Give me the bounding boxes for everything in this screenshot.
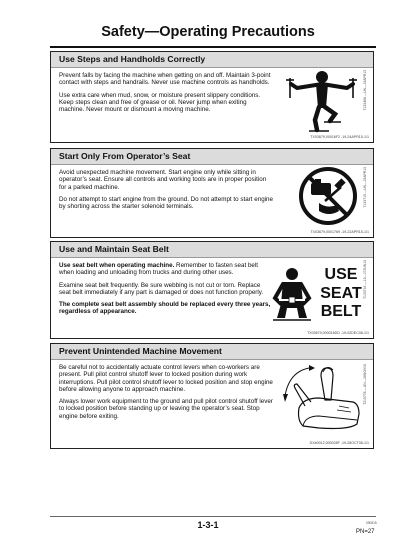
sign-word: SEAT — [320, 284, 362, 302]
section-body — [59, 364, 273, 425]
page-number: 1-3-1 — [197, 520, 219, 530]
section-body — [59, 169, 273, 215]
ref-code: TX03679,0001769 -19-22APR15-1/1 — [310, 230, 369, 234]
sign-word: USE — [324, 266, 358, 283]
ref-code: DX#0012,000028F -19-28OCT08-1/1 — [309, 441, 369, 445]
side-code: T133468 —UN—15APR13 — [363, 70, 367, 111]
paragraph: Use extra care when mud, snow, or moisture present slippery conditions. Keep steps clean and free of grease or oil. Never jump when exiting machine. Never mount or dismount a moving machine. — [59, 91, 261, 114]
seated-operator-belt-icon — [269, 266, 315, 324]
pn-label: PN=27 — [356, 529, 375, 535]
section-start-from-seat — [50, 148, 374, 238]
footer-code: 090815 — [366, 521, 377, 525]
paragraph: Avoid unexpected machine movement. Start engine only while sitting in operator’s seat. Ensure all controls and working tools are in proper position for a parked machine. — [59, 169, 267, 191]
ref-code: TX03679,000016DD -19-02DEC08-1/1 — [307, 331, 369, 335]
ref-code: TX03679,00016F2 -19-24APR15-1/1 — [310, 135, 369, 139]
section-header: Prevent Unintended Machine Movement — [51, 344, 373, 360]
no-ground-start-icon — [297, 165, 359, 227]
footer-rule — [50, 516, 376, 517]
paragraph: Be careful not to accidentally actuate control levers when co-workers are present. Pull pilot control shutoff lever to locked position during work interruptions. Pull pilot control shutoff lever to locked position and stop engine before allowing anyone to approach machine. — [59, 364, 273, 393]
section-header: Use Steps and Handholds Correctly — [51, 52, 373, 68]
pilot-shutoff-lever-icon — [279, 362, 363, 436]
section-body — [59, 72, 273, 118]
title-rule — [50, 46, 376, 48]
text: Remember to fasten seat belt when loading and unloading from trucks and during other uses. — [59, 262, 259, 277]
side-code: T133715 —UN—15APR13 — [363, 167, 367, 208]
section-steps-handholds — [50, 51, 374, 143]
side-code: T133716 —19—07JUN13 — [363, 260, 367, 300]
sign-word: BELT — [320, 303, 362, 320]
paragraph-bold: The complete seat belt assembly should be replaced every three years, regardless of appearance. — [59, 301, 271, 316]
side-code: T219778 —UN—28NOV06 — [363, 364, 367, 405]
paragraph: Prevent falls by facing the machine when getting on and off. Maintain 3-point contact with steps and handrails. Never use machine controls as handholds. — [59, 72, 271, 87]
section-header: Start Only From Operator’s Seat — [51, 149, 373, 165]
use-seat-belt-sign — [313, 266, 369, 322]
section-unintended-movement — [50, 343, 374, 449]
paragraph — [59, 262, 273, 277]
handhold-figure-icon — [285, 68, 359, 134]
bold-text: Use seat belt when operating machine. — [59, 262, 175, 269]
section-seat-belt — [50, 241, 374, 339]
paragraph: Do not attempt to start engine from the ground. Do not attempt to start engine by shorting across the starter solenoid terminals. — [59, 195, 274, 211]
page-title: Safety—Operating Precautions — [101, 24, 315, 40]
section-body — [59, 262, 273, 321]
paragraph: Always lower work equipment to the ground and pull pilot control shutoff lever to locked position before standing up or leaving the operator’s seat. Stop engine before exiting. — [59, 398, 273, 420]
paragraph: Examine seat belt frequently. Be sure webbing is not cut or torn. Replace seat belt immediately if any part is damaged or does not function properly. — [59, 281, 264, 296]
section-header: Use and Maintain Seat Belt — [51, 242, 373, 258]
